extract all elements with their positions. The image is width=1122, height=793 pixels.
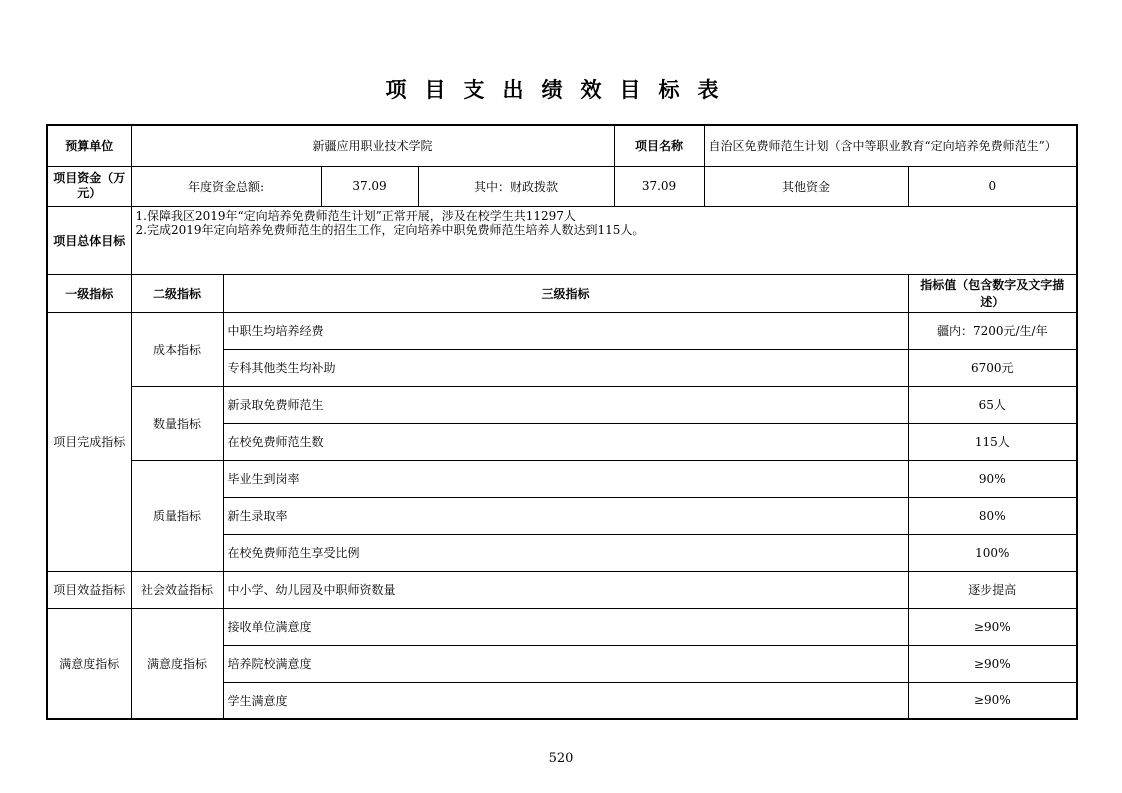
level2-cell: 质量指标 [131,460,223,571]
table-row [47,312,1077,349]
level3-cell: 学生满意度 [223,682,908,719]
value-cell: 65人 [908,386,1077,423]
annual-total-label: 年度资金总额: [131,166,321,206]
funds-row [47,166,1077,206]
goal-line: 2.完成2019年定向培养免费师范生的招生工作，定向培养中职免费师范生培养人数达到115人。 [135,222,645,237]
goal-line: 1.保障我区2019年“定向培养免费师范生计划”正常开展，涉及在校学生共11297人 [135,208,576,223]
level2-cell: 成本指标 [131,312,223,386]
level1-cell: 满意度指标 [47,608,131,719]
level2-cell: 数量指标 [131,386,223,460]
value-cell: 100% [908,534,1077,571]
level1-cell: 项目完成指标 [47,312,131,571]
level3-cell: 接收单位满意度 [223,608,908,645]
annual-total-value: 37.09 [321,166,418,206]
unit-row [47,125,1077,166]
value-cell: ≥90% [908,682,1077,719]
value-cell: 80% [908,497,1077,534]
project-name-value: 自治区免费师范生计划（含中等职业教育“定向培养免费师范生”） [704,125,1077,166]
level3-cell: 新生录取率 [223,497,908,534]
table-row [47,460,1077,497]
level3-cell: 新录取免费师范生 [223,386,908,423]
table-row [47,386,1077,423]
level3-cell: 培养院校满意度 [223,645,908,682]
value-cell: 115人 [908,423,1077,460]
level3-cell: 毕业生到岗率 [223,460,908,497]
other-value: 0 [908,166,1077,206]
level3-cell: 中职生均培养经费 [223,312,908,349]
table-row [47,571,1077,608]
project-name-label: 项目名称 [614,125,704,166]
level1-cell: 项目效益指标 [47,571,131,608]
value-cell: ≥90% [908,608,1077,645]
other-label: 其他资金 [704,166,908,206]
performance-target-table [46,124,1078,720]
level2-cell: 满意度指标 [131,608,223,719]
goal-row [47,206,1077,274]
value-cell: 疆内：7200元/生/年 [908,312,1077,349]
fiscal-label: 其中：财政拨款 [418,166,614,206]
level3-cell: 在校免费师范生数 [223,423,908,460]
level2-cell: 社会效益指标 [131,571,223,608]
value-cell: 90% [908,460,1077,497]
level3-cell: 在校免费师范生享受比例 [223,534,908,571]
value-cell: 6700元 [908,349,1077,386]
fiscal-value: 37.09 [614,166,704,206]
level3-cell: 专科其他类生均补助 [223,349,908,386]
page-title: 项目支出绩效目标表 [385,78,737,102]
goal-text [131,206,1077,274]
value-cell: ≥90% [908,645,1077,682]
unit-label: 预算单位 [47,125,131,166]
table-row [47,608,1077,645]
value-cell: 逐步提高 [908,571,1077,608]
goal-label: 项目总体目标 [47,206,131,274]
level3-cell: 中小学、幼儿园及中职师资数量 [223,571,908,608]
col-header-level3: 三级指标 [223,274,908,312]
col-header-level2: 二级指标 [131,274,223,312]
column-header-row [47,274,1077,312]
unit-value: 新疆应用职业技术学院 [131,125,614,166]
funds-label: 项目资金（万元） [47,166,131,206]
page-number: 520 [548,751,574,766]
col-header-level1: 一级指标 [47,274,131,312]
col-header-value: 指标值（包含数字及文字描述） [908,274,1077,312]
